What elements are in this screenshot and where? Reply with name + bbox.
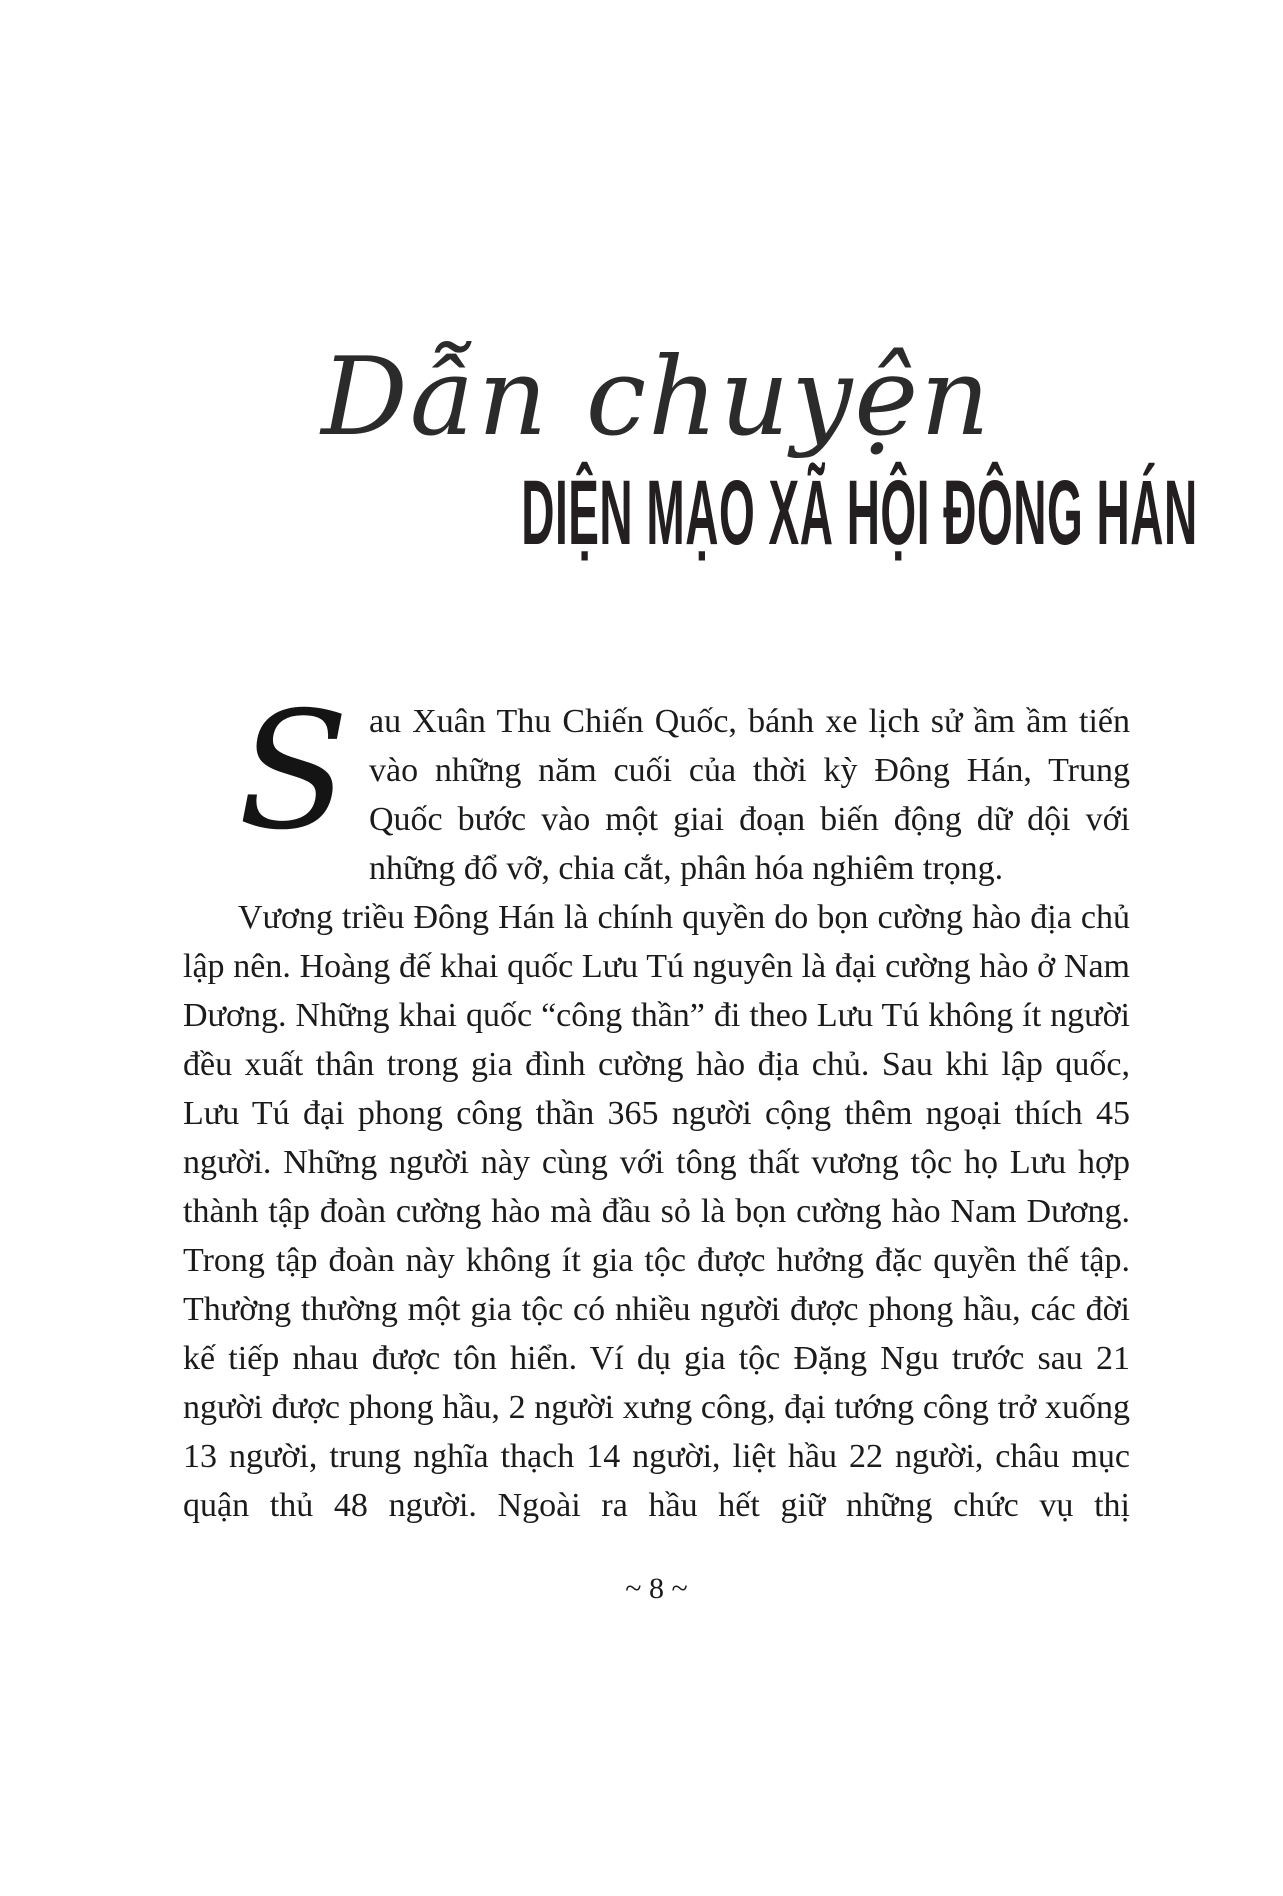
page-number: ~ 8 ~ (625, 1572, 688, 1605)
paragraph-second: Vương triều Đông Hán là chính quyền do bọn cường hào địa chủ lập nên. Hoàng đế khai quốc Lưu Tú nguyên là đại cường hào ở Nam Dương. Những khai quốc “công thần” đi theo Lưu Tú không ít người đều xuất thân trong gia đình cường hào địa chủ. Sau khi lập quốc, Lưu Tú đại phong công thần 365 người cộng thêm ngoại thích 45 người. Những người này cùng với tông thất vương tộc họ Lưu hợp thành tập đoàn cường hào mà đầu sỏ là bọn cường hào Nam Dương. Trong tập đoàn này không ít gia tộc được hưởng đặc quyền thế tập. Thường thường một gia tộc có nhiều người được phong hầu, các đời kế tiếp nhau được tôn hiển. Ví dụ gia tộc Đặng Ngu trước sau 21 người được phong hầu, 2 người xưng công, đại tướng công trở xuống 13 người, trung nghĩa thạch 14 người, liệt hầu 22 người, châu mục quận thủ 48 người. Ngoài ra hầu hết giữ những chức vụ thị (183, 899, 1130, 1524)
paragraph-first-text: au Xuân Thu Chiến Quốc, bánh xe lịch sử ầm ầm tiến vào những năm cuối của thời kỳ Đông Hán, Trung Quốc bước vào một giai đoạn biến động dữ dội với những đổ vỡ, chia cắt, phân hóa nghiêm trọng. (368, 703, 1130, 887)
paragraph-first (183, 678, 1130, 893)
body-text (183, 678, 1130, 1530)
chapter-title-wrap (183, 462, 1198, 564)
chapter-lead-in-title: Dẫn chuyện (321, 335, 992, 460)
chapter-title: DIỆN MẠO XÃ HỘI ĐÔNG HÁN (521, 462, 1198, 564)
text-column (183, 330, 1198, 1606)
drop-cap: S (238, 678, 349, 866)
